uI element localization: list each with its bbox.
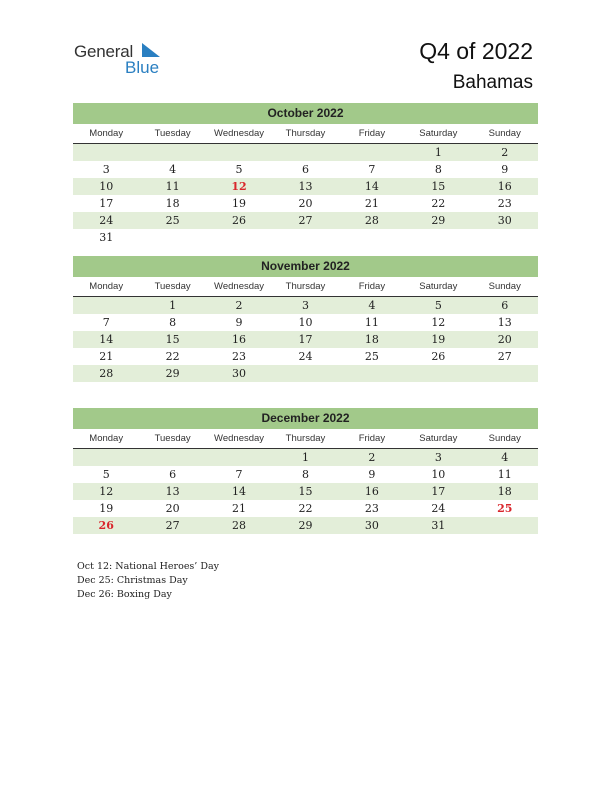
weekday-label: Tuesday [154, 433, 191, 444]
day-cell: 17 [431, 485, 446, 498]
month-october [73, 103, 538, 246]
empty-day-cell [139, 229, 205, 246]
day-cell: 6 [501, 299, 509, 312]
weekday-label: Friday [358, 433, 386, 444]
day-cell: 12 [431, 316, 446, 329]
empty-day-cell [73, 297, 139, 314]
weekday-label: Thursday [285, 128, 326, 139]
day-cell: 11 [165, 180, 180, 193]
day-cell: 27 [165, 519, 180, 532]
day-cell: 21 [99, 350, 114, 363]
day-cell: 12 [231, 180, 247, 193]
day-cell: 14 [364, 180, 379, 193]
holiday-notes [77, 560, 219, 602]
day-cell: 8 [434, 163, 442, 176]
empty-day-cell [73, 449, 139, 466]
week-row [73, 449, 538, 466]
day-cell: 20 [165, 502, 180, 515]
month-header: November 2022 [73, 256, 538, 277]
day-cell: 16 [232, 333, 247, 346]
empty-day-cell [472, 365, 538, 382]
weekday-label: Thursday [285, 433, 326, 444]
day-cell: 10 [99, 180, 114, 193]
day-cell: 26 [98, 519, 114, 532]
empty-day-cell [206, 449, 272, 466]
page-title: Q4 of 2022 [419, 38, 533, 64]
day-cell: 29 [165, 367, 180, 380]
weeks-container [73, 297, 538, 382]
empty-day-cell [472, 229, 538, 246]
weekday-label: Friday [358, 281, 386, 292]
holiday-note: Oct 12: National Heroes’ Day [77, 561, 219, 572]
weekday-label: Thursday [285, 281, 326, 292]
day-cell: 4 [368, 299, 376, 312]
empty-day-cell [339, 229, 405, 246]
weekday-label: Tuesday [154, 128, 191, 139]
day-cell: 19 [232, 197, 247, 210]
week-row [73, 314, 538, 331]
weekday-label: Wednesday [214, 128, 265, 139]
day-cell: 25 [497, 502, 513, 515]
day-cell: 8 [301, 468, 309, 481]
week-row [73, 144, 538, 161]
weekday-row [73, 125, 538, 144]
day-cell: 27 [497, 350, 512, 363]
day-cell: 2 [368, 451, 376, 464]
empty-day-cell [272, 229, 338, 246]
empty-day-cell [339, 144, 405, 161]
week-row [73, 500, 538, 517]
day-cell: 2 [501, 146, 509, 159]
day-cell: 4 [169, 163, 177, 176]
day-cell: 19 [99, 502, 114, 515]
day-cell: 15 [431, 180, 446, 193]
day-cell: 9 [501, 163, 509, 176]
weekday-label: Tuesday [154, 281, 191, 292]
day-cell: 1 [434, 146, 442, 159]
day-cell: 12 [99, 485, 114, 498]
day-cell: 4 [501, 451, 509, 464]
logo-blue-text: Blue [125, 58, 160, 77]
day-cell: 30 [232, 367, 247, 380]
empty-day-cell [272, 365, 338, 382]
day-cell: 25 [165, 214, 180, 227]
day-cell: 18 [364, 333, 379, 346]
day-cell: 11 [497, 468, 512, 481]
day-cell: 20 [497, 333, 512, 346]
day-cell: 10 [431, 468, 446, 481]
day-cell: 24 [99, 214, 114, 227]
weekday-label: Saturday [419, 281, 458, 292]
day-cell: 21 [364, 197, 379, 210]
day-cell: 2 [235, 299, 243, 312]
month-header: December 2022 [73, 408, 538, 429]
week-row [73, 365, 538, 382]
weekday-label: Saturday [419, 433, 458, 444]
week-row [73, 517, 538, 534]
day-cell: 29 [298, 519, 313, 532]
day-cell: 6 [301, 163, 309, 176]
day-cell: 23 [497, 197, 512, 210]
weekday-row [73, 278, 538, 297]
day-cell: 29 [431, 214, 446, 227]
day-cell: 17 [298, 333, 313, 346]
day-cell: 15 [298, 485, 313, 498]
day-cell: 30 [364, 519, 379, 532]
logo [74, 40, 184, 80]
weekday-label: Saturday [419, 128, 458, 139]
weeks-container [73, 449, 538, 534]
week-row [73, 161, 538, 178]
week-row [73, 297, 538, 314]
day-cell: 5 [235, 163, 243, 176]
month-december [73, 408, 538, 534]
day-cell: 28 [364, 214, 379, 227]
weekday-label: Friday [358, 128, 386, 139]
day-cell: 19 [431, 333, 446, 346]
week-row [73, 178, 538, 195]
country-name: Bahamas [452, 72, 533, 93]
holiday-note: Dec 25: Christmas Day [77, 575, 188, 586]
day-cell: 30 [497, 214, 512, 227]
day-cell: 28 [99, 367, 114, 380]
weekday-row [73, 430, 538, 449]
day-cell: 7 [102, 316, 110, 329]
day-cell: 14 [99, 333, 114, 346]
week-row [73, 466, 538, 483]
week-row [73, 348, 538, 365]
day-cell: 20 [298, 197, 313, 210]
day-cell: 15 [165, 333, 180, 346]
day-cell: 16 [497, 180, 512, 193]
empty-day-cell [405, 365, 471, 382]
day-cell: 27 [298, 214, 313, 227]
day-cell: 10 [298, 316, 313, 329]
week-row [73, 195, 538, 212]
month-november [73, 256, 538, 382]
day-cell: 1 [301, 451, 309, 464]
day-cell: 5 [434, 299, 442, 312]
week-row [73, 229, 538, 246]
day-cell: 31 [99, 231, 114, 244]
day-cell: 14 [232, 485, 247, 498]
day-cell: 22 [431, 197, 446, 210]
day-cell: 7 [235, 468, 243, 481]
day-cell: 8 [169, 316, 177, 329]
day-cell: 22 [298, 502, 313, 515]
day-cell: 25 [364, 350, 379, 363]
day-cell: 26 [232, 214, 247, 227]
day-cell: 13 [298, 180, 313, 193]
empty-day-cell [139, 144, 205, 161]
empty-day-cell [206, 229, 272, 246]
logo-general-text: General [74, 42, 134, 61]
day-cell: 6 [169, 468, 177, 481]
day-cell: 23 [364, 502, 379, 515]
weekday-label: Wednesday [214, 433, 265, 444]
day-cell: 16 [364, 485, 379, 498]
logo-triangle-icon [142, 43, 162, 59]
weeks-container [73, 144, 538, 246]
empty-day-cell [405, 229, 471, 246]
day-cell: 3 [102, 163, 110, 176]
empty-day-cell [272, 144, 338, 161]
day-cell: 24 [431, 502, 446, 515]
day-cell: 11 [364, 316, 379, 329]
day-cell: 9 [368, 468, 376, 481]
day-cell: 17 [99, 197, 114, 210]
week-row [73, 331, 538, 348]
day-cell: 1 [169, 299, 177, 312]
day-cell: 3 [434, 451, 442, 464]
empty-day-cell [139, 449, 205, 466]
empty-day-cell [73, 144, 139, 161]
week-row [73, 483, 538, 500]
day-cell: 26 [431, 350, 446, 363]
day-cell: 3 [301, 299, 309, 312]
day-cell: 31 [431, 519, 446, 532]
day-cell: 23 [232, 350, 247, 363]
week-row [73, 212, 538, 229]
weekday-label: Monday [89, 128, 124, 139]
holiday-note: Dec 26: Boxing Day [77, 589, 172, 600]
weekday-label: Sunday [488, 128, 521, 139]
weekday-label: Sunday [488, 433, 521, 444]
day-cell: 18 [497, 485, 512, 498]
weekday-label: Wednesday [214, 281, 265, 292]
day-cell: 18 [165, 197, 180, 210]
weekday-label: Monday [89, 433, 124, 444]
day-cell: 24 [298, 350, 313, 363]
empty-day-cell [206, 144, 272, 161]
day-cell: 28 [232, 519, 247, 532]
day-cell: 22 [165, 350, 180, 363]
day-cell: 21 [232, 502, 247, 515]
day-cell: 13 [165, 485, 180, 498]
empty-day-cell [472, 517, 538, 534]
day-cell: 9 [235, 316, 243, 329]
weekday-label: Monday [89, 281, 124, 292]
day-cell: 7 [368, 163, 376, 176]
weekday-label: Sunday [488, 281, 521, 292]
day-cell: 5 [102, 468, 110, 481]
empty-day-cell [339, 365, 405, 382]
month-header: October 2022 [73, 103, 538, 124]
day-cell: 13 [497, 316, 512, 329]
